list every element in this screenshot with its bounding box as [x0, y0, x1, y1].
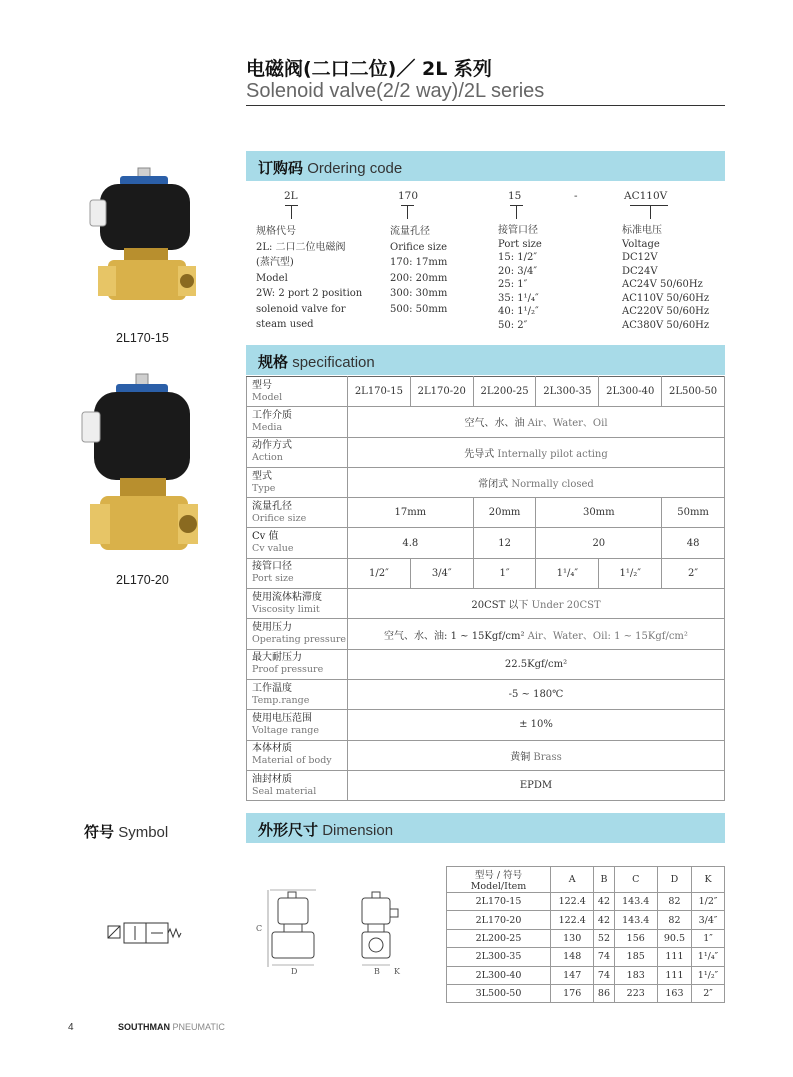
dimension-table [446, 866, 725, 1003]
code-dash: - [574, 190, 578, 202]
code-tee-2 [407, 205, 408, 219]
svg-text:D: D [291, 967, 298, 976]
table-row: 最大耐压力 Proof pressure 22.5Kgf/cm² [247, 649, 725, 679]
footer-brand: SOUTHMAN PNEUMATIC [118, 1022, 225, 1032]
page-title-en: Solenoid valve(2/2 way)/2L series [246, 80, 545, 102]
orifice-desc: 流量孔径 Orifice size 170: 17mm 200: 20mm 300: 30mm 500: 50mm [390, 226, 448, 315]
table-row: Cv 值 Cv value 4.8 12 20 48 [247, 528, 725, 558]
ordering-code-title-cn: 订购码 [258, 159, 304, 177]
code-tee-4 [650, 205, 651, 219]
code-port: 15 [508, 190, 522, 202]
page-number: 4 [68, 1022, 74, 1033]
ordering-code-bar [246, 151, 725, 181]
port-desc: 接管口径 Port size 15: 1/2″ 20: 3/4″ 25: 1″ 35: 1¹/₄″ 40: 1¹/₂″ 50: 2″ [498, 225, 542, 331]
specification-bar [246, 345, 725, 375]
page-title-cn: 电磁阀(二口二位)／ 2L 系列 [246, 58, 492, 80]
table-row: 使用流体粘滞度 Viscosity limit 20CST 以下 Under 20CST [247, 589, 725, 619]
table-row: 2L300-35 148 74 185 111 1¹/₄″ [447, 948, 725, 966]
table-row: 2L200-25 130 52 156 90.5 1″ [447, 929, 725, 947]
code-tee-1 [291, 205, 292, 219]
specification-title-cn: 规格 [258, 353, 289, 371]
dimension-title-en: Dimension [322, 822, 394, 839]
svg-text:C: C [256, 924, 263, 933]
table-row: 2L170-15 122.4 42 143.4 82 1/2″ [447, 893, 725, 911]
table-row: 接管口径 Port size 1/2″ 3/4″ 1″ 1¹/₄″ 1¹/₂″ 2″ [247, 558, 725, 588]
symbol-heading: 符号 Symbol [84, 823, 169, 841]
voltage-tee-bar [630, 205, 668, 206]
dimension-title-cn: 外形尺寸 [258, 821, 319, 839]
table-row: 使用电压范围 Voltage range ± 10% [247, 710, 725, 740]
code-voltage: AC110V [624, 190, 668, 202]
table-row: 本体材质 Material of body 黄铜 Brass [247, 740, 725, 770]
table-row: 使用压力 Operating pressure 空气、水、油: 1 ~ 15Kgf/cm² Air、Water、Oil: 1 ~ 15Kgf/cm² [247, 619, 725, 649]
table-row: 2L300-40 147 74 183 111 1¹/₂″ [447, 966, 725, 984]
code-model: 2L [284, 190, 298, 202]
dimension-bar [246, 813, 725, 843]
product-label-2: 2L170-20 [116, 573, 169, 587]
valve-2l170-15-image [80, 160, 210, 320]
valve-symbol-icon [106, 920, 186, 946]
table-row: 动作方式 Action 先导式 Internally pilot acting [247, 437, 725, 467]
table-row: 型式 Type 常闭式 Normally closed [247, 467, 725, 497]
svg-text:K: K [394, 967, 400, 976]
table-row: 工作温度 Temp.range -5 ~ 180℃ [247, 679, 725, 709]
table-row: 型号 / 符号 Model/Item A B C D K [447, 867, 725, 893]
dimension-drawing [250, 885, 440, 980]
specification-title-en: specification [292, 354, 375, 371]
specification-table [246, 376, 725, 801]
table-row: 3L500-50 176 86 223 163 2″ [447, 984, 725, 1002]
model-desc: 规格代号 2L: 二口二位电磁阀 (蒸汽型) Model 2W: 2 port 2 position solenoid valve for steam used [256, 226, 363, 330]
title-divider [246, 105, 725, 106]
table-row: 2L170-20 122.4 42 143.4 82 3/4″ [447, 911, 725, 929]
table-row: 油封材质 Seal material EPDM [247, 770, 725, 800]
table-row: 工作介质 Media 空气、水、油 Air、Water、Oil [247, 407, 725, 437]
voltage-desc: 标准电压 Voltage DC12V DC24V AC24V 50/60Hz AC110V 50/60Hz AC220V 50/60Hz AC380V 50/60Hz [622, 225, 710, 331]
table-row: 型号 Model 2L170-15 2L170-20 2L200-25 2L300-35 2L300-40 2L500-50 [247, 377, 725, 407]
svg-text:B: B [374, 967, 380, 976]
table-row: 流量孔径 Orifice size 17mm 20mm 30mm 50mm [247, 498, 725, 528]
code-tee-3 [516, 205, 517, 219]
code-orifice: 170 [398, 190, 419, 202]
valve-2l170-20-image [72, 368, 212, 568]
product-label-1: 2L170-15 [116, 331, 169, 345]
ordering-code-title-en: Ordering code [307, 160, 403, 177]
